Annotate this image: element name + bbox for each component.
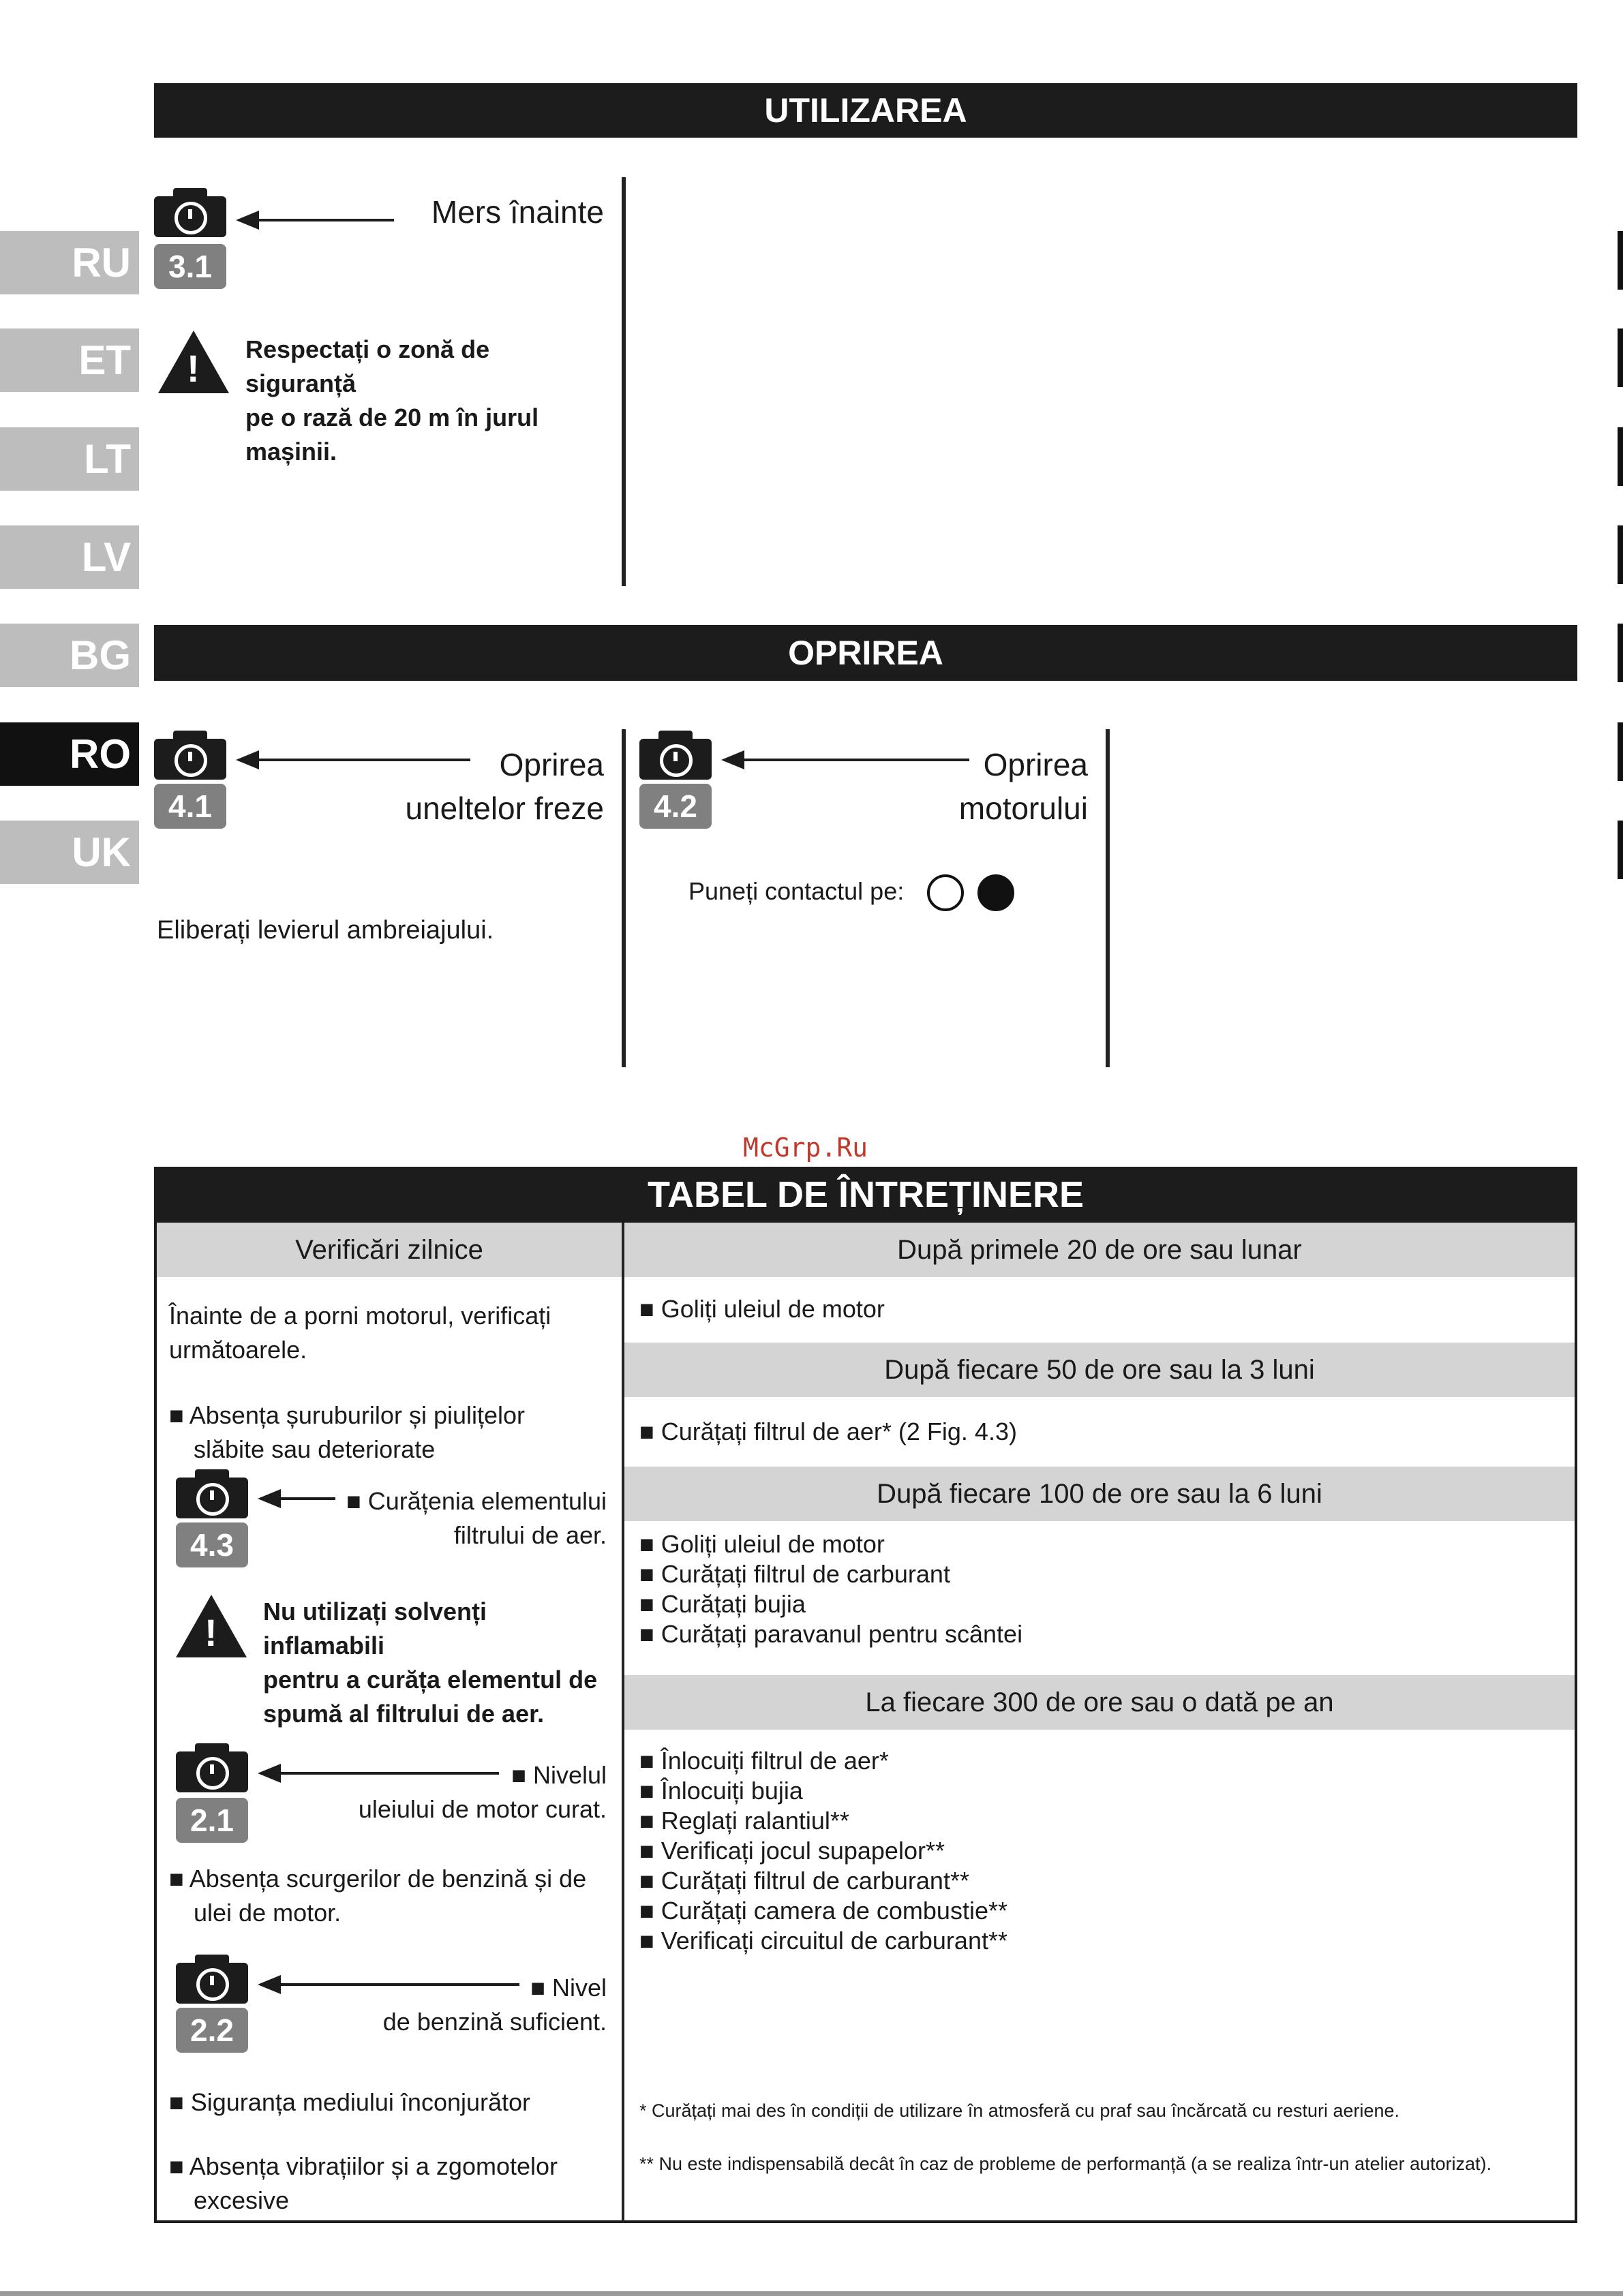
interval-items: ■ Înlocuiți filtrul de aer* ■ Înlocuiți bujia ■ Reglați ralantiul** ■ Verificați jocul supapelor** ■ Curățați filtrul de carburant** ■ Curățați camera de combustie** ■ Verificați circuitul de carburant** (639, 1746, 1553, 1956)
contact-text: Puneți contactul pe: (688, 877, 905, 905)
lang-tab-et[interactable]: ET (0, 328, 139, 392)
step-badge: 2.1 (176, 1798, 248, 1843)
switch-off-circle-icon (927, 874, 964, 911)
table-title: TABEL DE ÎNTREȚINERE (154, 1167, 1577, 1223)
lang-tab-lv[interactable]: LV (0, 525, 139, 589)
camera-icon (176, 1963, 248, 2004)
interval-header: După fiecare 50 de ore sau la 3 luni (624, 1343, 1575, 1397)
camera-icon (154, 739, 226, 780)
divider (1106, 729, 1110, 1067)
divider (622, 177, 626, 586)
daily-checks-header: Verificări zilnice (157, 1223, 622, 1277)
step-label: ■ Nivelul uleiului de motor curat. (334, 1758, 607, 1826)
step-badge: 4.3 (176, 1522, 248, 1567)
check-item: ■ Absența vibrațiilor și a zgomotelor excesive (169, 2149, 612, 2218)
lang-tab-bg[interactable]: BG (0, 624, 139, 687)
arrow-left-icon (260, 1497, 335, 1500)
step-label: ■ Curățenia elementului filtrului de aer. (334, 1484, 607, 1552)
interval-items: ■ Goliți uleiul de motor ■ Curățați filtrul de carburant ■ Curățați bujia ■ Curățați paravanul pentru scântei (639, 1529, 1553, 1649)
interval-header: După primele 20 de ore sau lunar (624, 1223, 1575, 1277)
footnote: ** Nu este indispensabilă decât în caz de probleme de performanță (a se realiza într-un atelier autorizat). (639, 2154, 1492, 2174)
edge-mark (1618, 231, 1623, 290)
instruction-text: Eliberați levierul ambreiajului. (157, 916, 494, 945)
lang-tab-ru[interactable]: RU (0, 231, 139, 294)
section-title-oprirea: OPRIREA (154, 625, 1577, 681)
step-label: ■ Nivel de benzină suficient. (334, 1971, 607, 2039)
interval-items: ■ Goliți uleiul de motor (639, 1292, 1553, 1326)
lang-tab-lt[interactable]: LT (0, 427, 139, 491)
camera-icon (176, 1478, 248, 1518)
step-badge: 2.2 (176, 2008, 248, 2053)
check-item: ■ Absența scurgerilor de benzină și de ulei de motor. (169, 1862, 612, 1930)
step-label: Oprirea uneltelor freze (405, 747, 604, 826)
step-badge: 3.1 (154, 244, 226, 289)
edge-mark (1618, 722, 1623, 781)
lang-tab-ro[interactable]: RO (0, 722, 139, 786)
step-badge: 4.1 (154, 784, 226, 829)
interval-header: La fiecare 300 de ore sau o dată pe an (624, 1675, 1575, 1730)
step-badge: 4.2 (639, 784, 712, 829)
camera-icon (154, 196, 226, 237)
warning-icon: ! (158, 331, 229, 393)
edge-mark (1618, 624, 1623, 682)
switch-on-circle-icon (977, 874, 1014, 911)
edge-mark (1618, 821, 1623, 879)
check-item: ■ Siguranța mediului înconjurător (169, 2085, 612, 2119)
lang-tab-uk[interactable]: UK (0, 821, 139, 884)
arrow-left-icon (239, 219, 394, 221)
divider (622, 729, 626, 1067)
interval-items: ■ Curățați filtrul de aer* (2 Fig. 4.3) (639, 1415, 1553, 1449)
footnote: * Curățați mai des în condiții de utilizare în atmosferă cu praf sau încărcată cu resturi aeriene. (639, 2100, 1400, 2121)
warning-icon: ! (176, 1595, 247, 1657)
intro-text: Înainte de a porni motorul, verificați următoarele. (169, 1302, 551, 1364)
bottom-rule (0, 2291, 1623, 2296)
edge-mark (1618, 525, 1623, 584)
camera-icon (176, 1751, 248, 1792)
edge-mark (1618, 328, 1623, 387)
camera-icon (639, 739, 712, 780)
step-label: Oprirea motorului (958, 747, 1088, 826)
warning-text: Nu utilizați solvenți inflamabili pentru a curăța elementul de spumă al filtrului de aer. (263, 1597, 598, 1728)
check-item: ■ Absența șuruburilor și piulițelor slăbite sau deteriorate (169, 1398, 612, 1467)
warning-text: Respectați o zonă de siguranță pe o rază de 20 m în jurul mașinii. (245, 335, 539, 465)
watermark: McGrp.Ru (743, 1133, 868, 1163)
edge-mark (1618, 427, 1623, 486)
section-title-utilizarea: UTILIZAREA (154, 83, 1577, 138)
interval-header: După fiecare 100 de ore sau la 6 luni (624, 1467, 1575, 1521)
step-label: Mers înainte (431, 194, 604, 230)
